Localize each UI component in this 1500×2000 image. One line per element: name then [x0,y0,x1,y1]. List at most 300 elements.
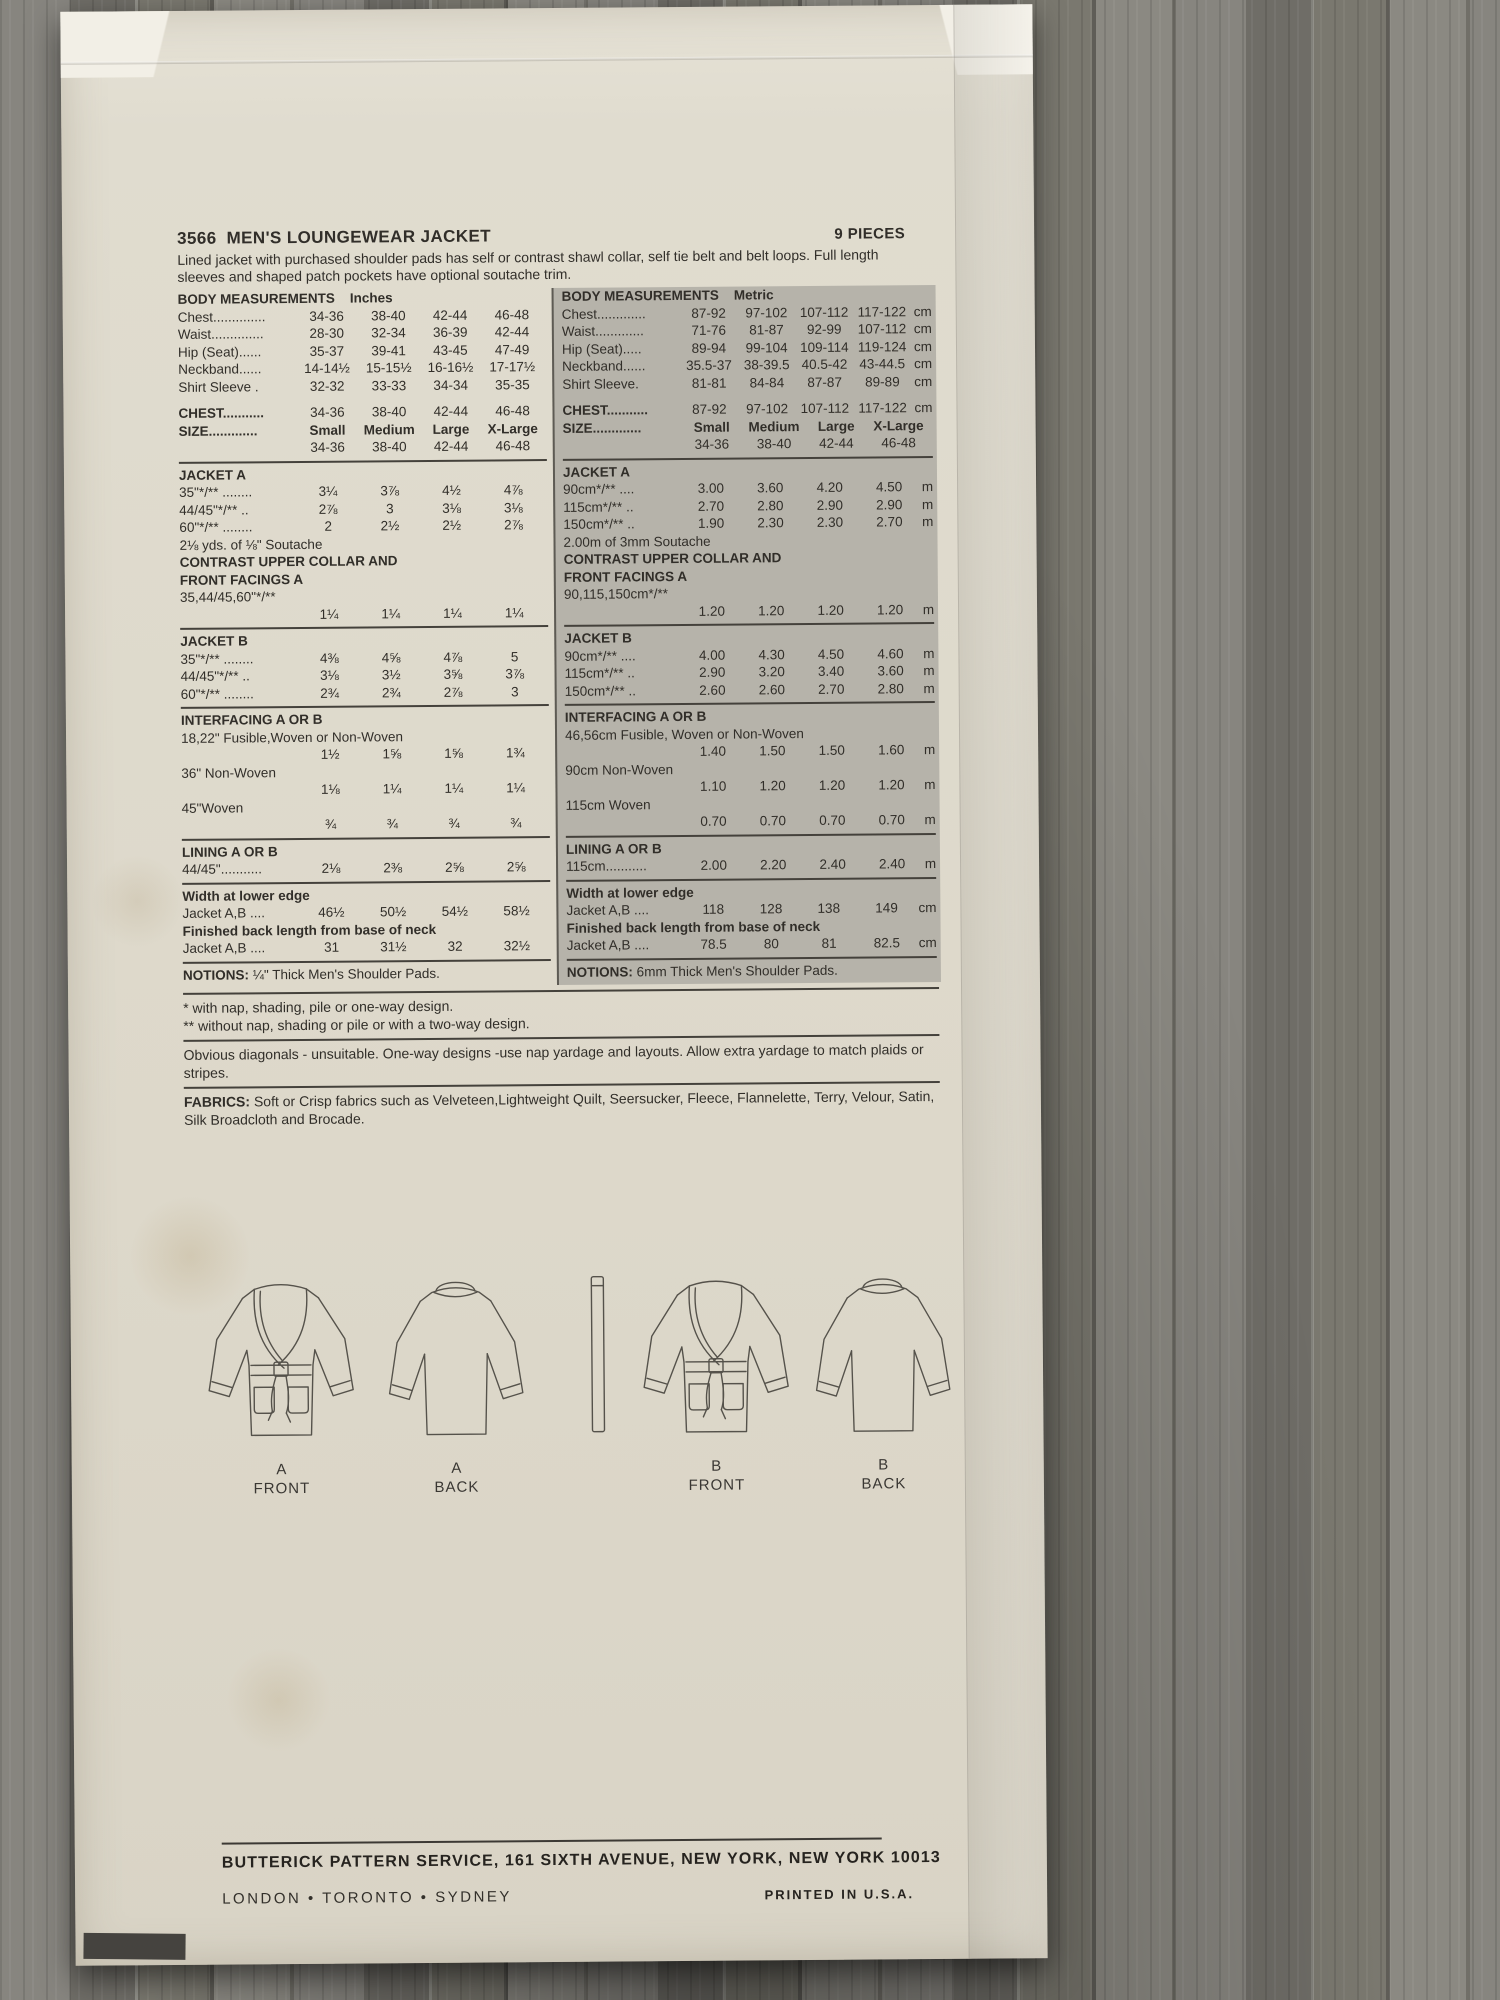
table-cell: 46-48 [495,438,531,454]
table-cell: 4.30 [758,646,785,662]
table-cell: 3.60 [877,663,904,679]
table-cell: 14-14½ [304,360,350,376]
table-cell: 42-44 [433,403,469,419]
table-cell: 71-76 [691,322,727,338]
table-cell: 1¼ [442,605,462,621]
table-cell: 107-112 [799,304,849,320]
table-heading: INTERFACING A OR B [564,708,707,725]
table-cell: 1.60 [877,742,905,758]
table-values [565,741,935,761]
table-cell: 107-112 [857,321,907,337]
table-cell: 1.40 [699,743,727,759]
unit-label: cm [913,321,932,337]
table-values [180,604,548,624]
unit-label: m [924,811,936,828]
row-label [180,618,298,619]
table-row [178,376,546,396]
table-cell: 1¼ [506,780,526,796]
unit-label: m [924,776,936,793]
table-heading: Finished back length from base of neck [182,921,437,939]
table-cell: 1.20 [698,603,725,619]
table-text: ** without nap, shading or pile or with a two-way design. [183,1015,530,1034]
table-cell: 4.50 [817,646,845,662]
table-cell: 4½ [442,482,461,498]
table-cell: Large [817,418,855,434]
table-cell: 2.40 [878,856,906,872]
table-cell: 46-48 [494,306,530,322]
row-label [564,615,682,616]
row-label: 115cm*/** .. [563,498,634,515]
table-row [182,858,550,878]
row-label: 150cm*/** .. [563,516,635,532]
table-cell: 36-39 [432,324,468,340]
view-letter: A [451,1459,463,1477]
table-heading: Finished back length from base of neck [566,918,821,936]
table-cell: 1.20 [876,601,904,617]
table-cell: 2⅛ [321,860,341,876]
table-cell: 1.10 [699,778,727,794]
table-text: 45"Woven [181,799,244,816]
table-cell: 43-44.5 [859,356,906,372]
unit-label: cm [914,373,933,389]
table-cell: 34-34 [433,377,468,393]
table-cell: 43-45 [433,342,468,358]
row-label: Jacket A,B .... [566,902,650,918]
table-text: 2.00m of 3mm Soutache [563,533,711,550]
table-cell: 35.5-37 [686,357,732,373]
table-heading: BODY MEASUREMENTS Inches [177,290,393,307]
row-label: Waist.............. [177,326,264,342]
table-cell: 34-36 [310,404,345,420]
jacket-front-drawing [205,1265,357,1461]
row-label: 44/45"*/** .. [180,668,250,684]
table-cell: 32½ [503,938,531,954]
bold-label: NOTIONS: [182,966,249,983]
table-cell: 89-94 [691,340,727,356]
table-heading: BODY MEASUREMENTS Metric [561,287,774,304]
view-name: FRONT [253,1479,311,1498]
unit-label: cm [914,356,933,372]
table-cell: 2.80 [877,680,904,696]
view-name: BACK [434,1478,480,1496]
unit-label: m [922,514,934,530]
table-heading: Width at lower edge [182,887,310,904]
unit-label: m [924,855,937,872]
table-cell: 3⅞ [380,483,400,499]
table-cell: ¾ [324,816,337,832]
table-row [562,373,932,393]
row-label [565,791,683,792]
unit-label: m [921,479,934,495]
table-cell: 1¼ [381,605,401,621]
table-cell: 4.60 [877,645,904,661]
table-row [566,855,936,875]
table-cell: Large [432,421,470,437]
table-row [566,899,936,919]
table-text: 115cm Woven [565,796,651,813]
table-cell: 38-40 [372,439,407,455]
row-label: 115cm........... [566,858,647,874]
table-rule [566,876,936,881]
table-rule [179,459,547,464]
table-heading: CONTRAST UPPER COLLAR AND [563,550,782,567]
table-cell: 2⅜ [383,860,403,876]
table-cell: 31 [323,939,340,955]
table-cell: 2 [324,518,333,534]
table-values [181,744,549,764]
view-letter: B [711,1457,723,1475]
table-cell: 46-48 [495,403,530,419]
table-cell: 2.00 [700,857,727,873]
table-cell: 2.80 [757,497,784,513]
table-row [565,680,935,700]
table-cell: 2.60 [699,682,726,698]
table-cell: 80 [763,936,779,952]
table-cell: 3½ [381,667,401,683]
table-cell: 38-39.5 [743,357,790,373]
table-rule [565,701,935,706]
table-cell: 3.20 [758,664,785,680]
row-label: 44/45"........... [182,861,262,877]
row-label: 35"*/** ........ [180,650,254,667]
row-label: SIZE............. [562,419,642,436]
view-letter: B [878,1456,890,1474]
table-text: 90,115,150cm*/** [563,586,669,602]
table-cell: 32-34 [371,325,406,341]
row-label: Neckband...... [178,361,262,377]
metric-panel [552,285,941,985]
row-label [182,829,300,830]
table-cell: 1.20 [818,777,846,793]
table-cell: 3⅛ [442,500,462,516]
table-cell: 28-30 [309,325,345,341]
table-cell: 3.60 [757,480,784,496]
view-name: FRONT [688,1476,746,1494]
table-cell: 84-84 [749,374,785,390]
jacket-back-drawing [383,1267,529,1459]
table-row [563,434,933,454]
table-cell: X-Large [487,420,538,437]
table-cell: 2¾ [320,685,340,701]
table-heading: FRONT FACINGS A [179,571,304,588]
table-cell: 2.90 [699,664,726,680]
unit-label: m [922,601,935,617]
table-cell: 31½ [380,939,407,955]
table-heading: JACKET A [178,466,247,483]
table-cell: 87-87 [807,374,842,390]
table-cell: 3⅛ [503,499,523,515]
jacket-front-drawing [640,1261,792,1457]
table-cell: 32 [447,938,463,954]
table-cell: 40.5-42 [801,356,848,373]
row-label: Chest............. [561,305,646,322]
table-cell: 34-36 [309,308,344,324]
table-rule [564,622,934,627]
table-cell: 2.90 [816,497,844,513]
table-heading: JACKET B [564,630,632,646]
table-cell: 81-81 [691,375,727,391]
table-cell: 87-92 [691,305,726,321]
table-heading: LINING A OR B [565,840,662,857]
table-cell: Medium [363,421,415,437]
table-cell: ¾ [386,816,399,832]
table-cell: 1.50 [759,743,786,759]
table-rule [182,880,550,885]
table-cell: 2.30 [816,514,844,530]
row-label [181,794,299,795]
table-cell: 1¼ [319,606,339,622]
table-label_text: NOTIONS: 6mm Thick Men's Shoulder Pads. [566,962,838,980]
table-cell: ¾ [510,815,522,831]
table-cell: 117-122 [858,400,907,416]
belt-strip-drawing [584,1273,611,1438]
table-row [567,934,937,954]
table-cell: Small [693,419,730,435]
publisher-cities: LONDON • TORONTO • SYDNEY [222,1888,512,1908]
table-cell: 119-124 [857,338,907,355]
row-label: SIZE............. [178,422,258,439]
table-cell: 2.90 [876,496,903,512]
table-cell: 3.40 [817,663,845,679]
table-cell: 4⅞ [443,649,463,665]
table-cell: 1.20 [759,778,786,794]
table-cell: 3⅛ [319,667,339,683]
table-cell: 4⅜ [319,650,339,666]
table-cell: 109-114 [800,339,849,355]
view-a-front [200,1265,362,1499]
table-cell: 1.20 [878,777,905,793]
table-cell: 4⅞ [503,482,523,498]
table-cell: 2.70 [876,514,903,530]
view-b-front [635,1261,797,1495]
table-cell: 4.50 [875,479,903,495]
row-label [566,826,684,827]
table-cell: 2¾ [381,684,401,700]
unit-label: m [923,741,936,758]
table-heading: JACKET A [562,463,631,480]
table-cell: 2.40 [819,856,846,872]
unit-label: m [923,680,935,696]
row-label: 60"*/** ........ [180,685,254,702]
table-cell: 2½ [442,517,462,533]
row-label: Shirt Sleeve . [178,378,259,395]
table-cell: 82.5 [873,935,901,951]
table-cell: 38-40 [371,404,407,420]
table-cell: 3 [386,500,394,516]
footer-divider [222,1837,882,1844]
table-values [564,601,934,621]
table-cell: 4⅝ [381,649,401,665]
row-label: 90cm*/** .... [564,647,636,664]
table-text: 90cm Non-Woven [565,761,674,778]
table-cell: 97-102 [746,401,789,417]
table-cell: 3 [510,683,519,699]
table-cell: 1.90 [697,515,725,531]
view-letter: A [276,1461,288,1479]
table-cell: 3⅝ [443,666,463,682]
table-cell: Small [309,422,346,438]
table-cell: 81 [821,935,837,951]
table-cell: 1⅝ [444,745,464,761]
table-values [181,779,549,799]
table-cell: 3⅞ [505,666,525,682]
unit-label: cm [914,400,933,416]
table-cell: 138 [817,900,841,916]
table-label_text: NOTIONS: ¼" Thick Men's Shoulder Pads. [182,965,440,983]
table-heading: CONTRAST UPPER COLLAR AND [179,553,398,570]
table-cell: 1¼ [504,604,524,620]
unit-label: cm [918,934,937,951]
bold-label: FABRICS: [183,1093,251,1110]
table-cell: 39-41 [371,342,406,358]
table-cell: 2.70 [818,681,845,697]
row-label: 150cm*/** .. [564,682,637,699]
table-rule [182,836,550,841]
footnotes-and-fabrics [183,987,940,1129]
table-cell: 1¼ [382,781,402,797]
row-label: Shirt Sleeve. [562,375,639,392]
table-text: 18,22" Fusible,Woven or Non-Woven [180,728,404,746]
table-cell: 2.70 [697,498,725,514]
inches-panel [178,288,557,988]
table-cell: 35-35 [495,376,530,392]
table-row [179,437,547,457]
printed-content [60,4,1047,1966]
table-cell: 3¼ [318,483,338,499]
table-cell: 81-87 [749,322,784,338]
row-label: Hip (Seat)..... [561,340,642,357]
row-label: CHEST........... [562,402,649,418]
unit-label: m [923,663,935,679]
table-cell: 2⅝ [506,859,526,875]
row-label: Jacket A,B .... [182,940,266,956]
table-cell: 107-112 [800,400,850,417]
table-cell: 32-32 [309,378,345,394]
jacket-back-drawing [810,1264,956,1456]
pattern-number: 3566 [177,228,217,248]
table-cell: 1.20 [817,602,844,618]
table-cell: 42-44 [433,438,469,454]
footer-row [222,1885,914,1907]
table-cell: 2⅝ [444,859,464,875]
table-heading: Width at lower edge [566,884,694,901]
table-cell: ¾ [448,815,460,831]
table-rule [180,625,548,630]
table-cell: 38-40 [756,436,792,452]
row-label: Neckband...... [562,358,646,374]
table-cell: 0.70 [819,812,846,828]
table-cell: 2½ [380,518,400,534]
table-rule [567,955,937,960]
table-rule [563,456,933,461]
table-cell: 47-49 [494,341,530,357]
table-text: 36" Non-Woven [181,764,276,781]
table-values [565,776,935,796]
table-cell: 0.70 [759,813,787,829]
table-cell: 2.20 [760,857,787,873]
table-row [181,683,549,703]
unit-label: cm [913,303,932,319]
table-cell: X-Large [873,417,924,433]
table-cell: 92-99 [806,321,842,337]
table-cell: 34-36 [310,439,345,455]
table-label_text: FABRICS: Soft or Crisp fabrics such as Velveteen,Lightweight Quilt, Seersucker, Fleece, Flannelette, Terry, Velour, Satin, Silk Broadcloth and Brocade. [183,1087,939,1128]
table-cell: 2⅞ [318,501,338,517]
table-rule [181,704,549,709]
row-label: CHEST........... [178,405,265,421]
table-cell: 34-36 [694,436,730,452]
table-cell: 78.5 [700,936,727,952]
table-cell: 149 [875,900,898,916]
table-cell: 50½ [379,904,407,920]
table-text: 46,56cm Fusible, Woven or Non-Woven [564,725,804,743]
table-row [183,937,551,957]
row-label: 60"*/** ........ [179,519,253,535]
table-cell: 2.60 [758,681,786,697]
table-cell: 46½ [318,904,345,920]
view-a-back [380,1267,532,1497]
row-label: 90cm*/** .... [563,481,635,497]
table-row [182,902,550,922]
row-label: Hip (Seat)...... [177,343,262,360]
table-cell: 1⅛ [320,781,340,797]
table-cell: 16-16½ [427,359,474,375]
table-rule [566,832,936,837]
table-cell: 87-92 [692,401,727,417]
table-cell: 5 [510,648,519,664]
pieces-count: 9 PIECES [834,225,906,243]
table-heading: LINING A OR B [181,843,278,860]
table-heading: JACKET B [180,633,248,649]
pattern-envelope-back [60,4,1047,1966]
table-cell: 33-33 [371,377,407,393]
table-cell: 4.00 [698,647,726,663]
pattern-name: MEN'S LOUNGEWEAR JACKET [226,226,492,248]
table-row [563,513,933,533]
row-label: Chest.............. [177,308,266,325]
table-cell: 1¾ [505,745,525,761]
table-cell: 1.20 [758,602,785,618]
table-cell: 4.20 [816,479,843,495]
table-cell: 99-104 [745,339,788,355]
table-row [179,516,547,536]
table-cell: 1½ [320,746,340,762]
table-cell: 42-44 [819,435,854,451]
table-heading: INTERFACING A OR B [180,711,323,728]
table-cell: 0.70 [878,812,905,828]
row-label [565,756,683,757]
table-text: 2⅛ yds. of ⅛" Soutache [179,536,323,553]
row-label: 35"*/** ........ [179,484,253,500]
table-cell: 1¼ [444,780,464,796]
row-label: Jacket A,B .... [566,937,650,953]
view-b-back [807,1264,959,1494]
row-label [179,452,297,453]
table-cell: 35-37 [309,343,345,359]
table-cell: 42-44 [494,324,530,340]
pattern-title [177,226,491,248]
table-cell: 2⅞ [504,517,523,533]
garment-views [185,1260,962,1536]
table-values [182,814,550,834]
table-cell: Medium [748,418,800,434]
table-cell: 118 [702,901,725,917]
table-cell: 97-102 [745,304,788,320]
table-cell: 1.50 [818,742,845,758]
table-cell: 46-48 [881,435,916,451]
table-heading: FRONT FACINGS A [563,568,688,585]
table-cell: 0.70 [700,813,727,829]
